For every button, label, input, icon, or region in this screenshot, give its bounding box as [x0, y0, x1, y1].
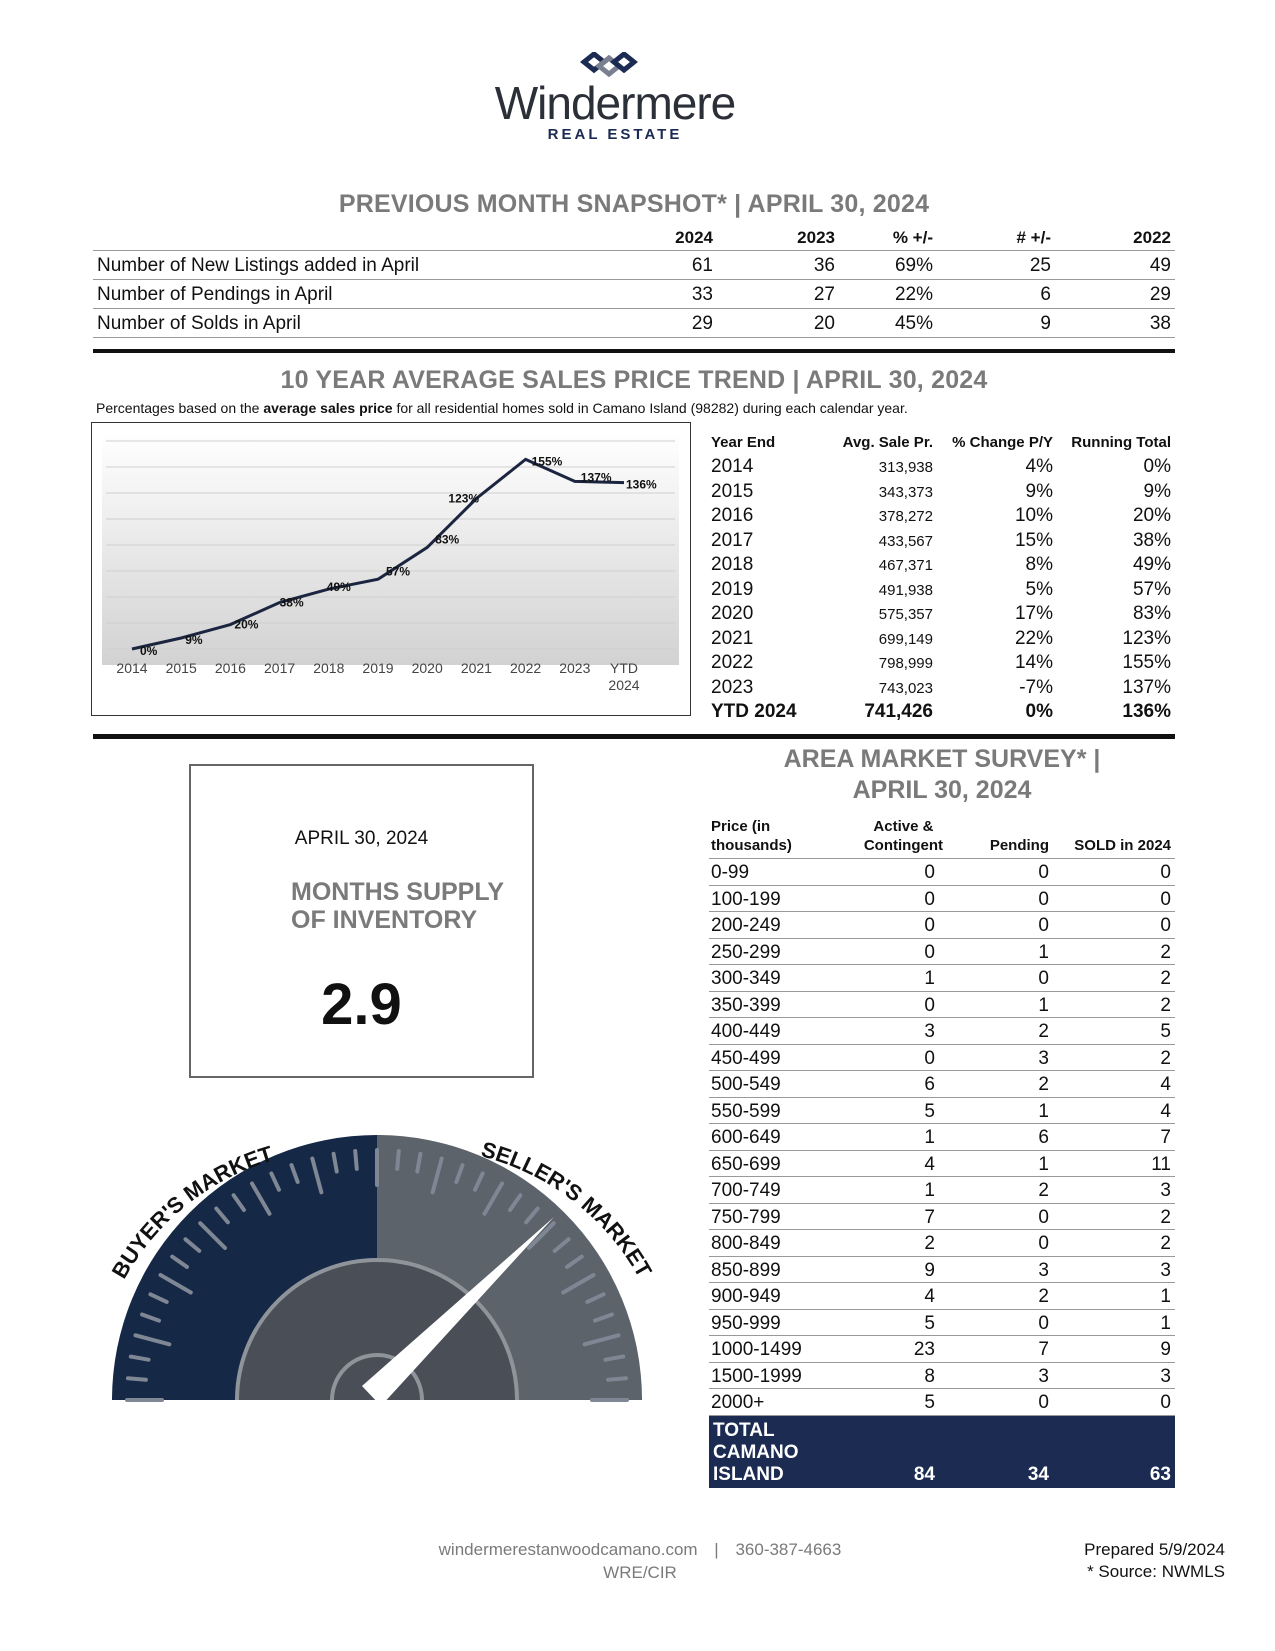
trend-row [709, 454, 1175, 479]
total-label: TOTAL [713, 1419, 775, 1441]
survey-row [709, 1230, 1175, 1257]
survey-cell: 3 [1160, 1365, 1171, 1387]
survey-price-range: 300-349 [711, 968, 781, 989]
survey-cell: 2 [1038, 1021, 1049, 1042]
trend-cell: 343,373 [878, 483, 933, 501]
trend-cell: 5% [1025, 578, 1053, 600]
snapshot-header: 2024 [675, 228, 713, 247]
survey-cell: 3 [1038, 1259, 1049, 1281]
snapshot-cell: 20 [813, 313, 835, 334]
survey-cell: 1 [1038, 994, 1049, 1016]
snapshot-cell: 25 [1029, 255, 1051, 276]
survey-cell: 1 [1038, 1100, 1049, 1122]
trend-header: Year End [711, 434, 776, 451]
snapshot-row-label: Number of New Listings added in April [97, 255, 420, 276]
trend-row [709, 675, 1175, 700]
survey-cell: 0 [924, 888, 935, 910]
trend-cell: 155% [1122, 652, 1171, 673]
snapshot-cell: 38 [1149, 313, 1171, 334]
trend-cell: 0% [1143, 456, 1171, 477]
survey-cell: 3 [1038, 1365, 1049, 1387]
survey-title: AREA MARKET SURVEY* | [783, 745, 1101, 773]
trend-cell: 741,426 [864, 701, 933, 722]
trend-note-text: for all residential homes sold in Camano Island (98282) during each calendar year. [392, 400, 908, 416]
trend-row [709, 601, 1175, 626]
trend-note-bold: average sales price [263, 400, 393, 416]
survey-cell: 3 [924, 1021, 935, 1042]
survey-header-text: Price (in [711, 818, 771, 835]
survey-price-range: 400-449 [711, 1021, 781, 1042]
trend-header: % Change P/Y [952, 434, 1053, 451]
survey-price-range: 800-849 [711, 1233, 781, 1254]
snapshot-cell: 45% [894, 313, 933, 334]
survey-row [709, 1363, 1175, 1390]
survey-cell: 0 [1160, 915, 1171, 936]
gauge-tick [608, 1378, 626, 1380]
price-trend-chart [92, 423, 689, 714]
sellers-market-text: SELLER'S MARKET [478, 1136, 657, 1282]
trend-cell: 798,999 [878, 655, 933, 672]
trend-year: 2015 [711, 480, 754, 502]
survey-header-text: Contingent [863, 837, 943, 854]
trend-cell: 49% [1132, 554, 1171, 575]
survey-price-range: 600-649 [711, 1127, 781, 1148]
chart-plot-area [102, 433, 679, 665]
trend-year: 2018 [711, 554, 754, 575]
chart-x-tick-label: 2023 [559, 660, 591, 676]
survey-cell: 2 [1160, 941, 1171, 963]
divider [93, 349, 1175, 353]
survey-row [709, 1124, 1175, 1151]
chart-data-label: 123% [448, 491, 480, 506]
survey-cell: 1 [1160, 1286, 1171, 1307]
snapshot-row [93, 309, 1175, 338]
footer-contact [380, 1540, 900, 1560]
survey-row [709, 1389, 1175, 1416]
survey-row [709, 1071, 1175, 1098]
trend-year: 2016 [711, 505, 754, 526]
survey-cell: 0 [924, 941, 935, 963]
survey-price-range: 850-899 [711, 1259, 781, 1281]
trend-cell: 0% [1025, 701, 1053, 722]
chart-data-label: 49% [326, 580, 351, 595]
survey-cell: 0 [1038, 1312, 1049, 1334]
snapshot-header: % +/- [892, 228, 933, 247]
footer-source: * Source: NWMLS [1087, 1562, 1225, 1581]
trend-row [709, 552, 1175, 577]
survey-cell: 8 [924, 1365, 935, 1387]
survey-row [709, 912, 1175, 939]
survey-price-range: 950-999 [711, 1312, 781, 1334]
survey-cell: 1 [1160, 1312, 1171, 1334]
survey-header-text: thousands) [711, 837, 792, 854]
trend-cell: 123% [1122, 627, 1171, 649]
trend-year: 2021 [711, 627, 754, 649]
chart-x-tick-label: 2018 [313, 660, 345, 676]
survey-cell: 1 [1038, 941, 1049, 963]
survey-price-range: 450-499 [711, 1047, 781, 1069]
market-gauge [100, 1120, 660, 1410]
survey-cell: 0 [1160, 888, 1171, 910]
survey-header-active [864, 817, 943, 855]
snapshot-cell: 33 [691, 284, 713, 305]
footer-phone[interactable]: 360-387-4663 [735, 1540, 842, 1559]
gauge-tick [397, 1151, 399, 1169]
survey-table [709, 818, 1175, 1488]
inventory-label: OF INVENTORY [291, 906, 478, 934]
survey-cell: 2 [1038, 1180, 1049, 1201]
trend-title: 10 YEAR AVERAGE SALES PRICE TREND | APRIL 30, 2024 [280, 366, 988, 394]
survey-header-sold: SOLD in 2024 [1074, 837, 1171, 854]
trend-cell: 10% [1014, 505, 1053, 526]
survey-price-range: 350-399 [711, 994, 781, 1016]
survey-cell: 2 [1160, 1233, 1171, 1254]
survey-header-text: Active & [873, 818, 934, 835]
trend-cell: 8% [1025, 554, 1053, 575]
survey-cell: 7 [1038, 1339, 1049, 1360]
chart-data-label: 38% [279, 595, 304, 610]
survey-header-pending: Pending [989, 837, 1049, 854]
chart-x-tick-label: 2021 [460, 660, 492, 676]
survey-cell: 0 [1038, 862, 1049, 883]
survey-cell: 2 [924, 1233, 935, 1254]
survey-cell: 5 [924, 1100, 935, 1122]
snapshot-row-label: Number of Pendings in April [97, 284, 333, 305]
survey-row [709, 1151, 1175, 1178]
snapshot-row [93, 280, 1175, 309]
survey-row [709, 1310, 1175, 1337]
trend-cell: 22% [1014, 627, 1053, 649]
survey-cell: 11 [1151, 1153, 1171, 1175]
inventory-value: 2.9 [321, 972, 402, 1037]
survey-cell: 0 [1038, 915, 1049, 936]
survey-cell: 0 [1038, 1233, 1049, 1254]
snapshot-cell: 27 [813, 284, 835, 305]
trend-cell: 575,357 [878, 606, 933, 623]
survey-cell: 9 [1160, 1339, 1171, 1360]
trend-cell: 467,371 [878, 557, 933, 574]
trend-row [709, 528, 1175, 553]
survey-price-range: 500-549 [711, 1074, 781, 1095]
snapshot-row [93, 251, 1175, 280]
survey-price-range: 900-949 [711, 1286, 781, 1307]
chart-data-label: 155% [531, 454, 563, 469]
snapshot-cell: 49 [1149, 255, 1171, 276]
survey-cell: 0 [1038, 968, 1049, 989]
survey-price-range: 700-749 [711, 1180, 781, 1201]
trend-cell: 4% [1025, 456, 1053, 477]
chart-x-tick-label: 2022 [510, 660, 542, 676]
survey-price-range: 550-599 [711, 1100, 781, 1122]
brand-subtitle: REAL ESTATE [547, 126, 683, 143]
total-pending: 34 [1027, 1463, 1049, 1485]
survey-cell: 0 [1038, 1206, 1049, 1228]
trend-cell: 433,567 [878, 532, 933, 550]
survey-row [709, 1283, 1175, 1310]
trend-cell: 17% [1014, 603, 1053, 624]
snapshot-row-label: Number of Solds in April [97, 313, 301, 334]
survey-cell: 3 [1160, 1180, 1171, 1201]
survey-price-range: 650-699 [711, 1153, 781, 1175]
survey-cell: 4 [924, 1153, 935, 1175]
chart-data-label: 57% [386, 564, 411, 579]
survey-cell: 3 [1160, 1259, 1171, 1281]
survey-cell: 7 [924, 1206, 935, 1228]
survey-cell: 0 [1038, 888, 1049, 910]
trend-row [709, 699, 1175, 724]
trend-year: YTD 2024 [711, 701, 797, 722]
trend-cell: 491,938 [878, 581, 933, 599]
trend-row [709, 479, 1175, 504]
survey-row [709, 1257, 1175, 1284]
trend-year: 2017 [711, 529, 754, 551]
survey-cell: 5 [924, 1392, 935, 1413]
survey-cell: 5 [924, 1312, 935, 1334]
snapshot-cell: 29 [691, 313, 713, 334]
inventory-date: APRIL 30, 2024 [294, 828, 429, 849]
inventory-box [189, 764, 534, 1078]
survey-price-range: 200-249 [711, 915, 781, 936]
survey-price-range: 0-99 [711, 862, 750, 883]
snapshot-cell: 6 [1040, 284, 1051, 305]
survey-cell: 2 [1160, 968, 1171, 989]
trend-cell: 699,149 [878, 630, 933, 648]
snapshot-cell: 61 [691, 255, 713, 276]
survey-price-range: 750-799 [711, 1206, 781, 1228]
survey-cell: 1 [924, 1180, 935, 1201]
footer-website[interactable]: windermerestanwoodcamano.com [438, 1540, 698, 1559]
total-label: CAMANO [713, 1441, 799, 1463]
chart-x-tick-label: 2024 [608, 677, 640, 693]
trend-cell: -7% [1019, 676, 1053, 698]
chart-x-tick-label: 2017 [264, 660, 296, 676]
survey-cell: 2 [1038, 1074, 1049, 1095]
survey-cell: 4 [924, 1286, 935, 1307]
survey-cell: 0 [1160, 1392, 1171, 1413]
snapshot-cell: 36 [813, 255, 835, 276]
chart-x-tick-label: 2019 [362, 660, 394, 676]
trend-year: 2023 [711, 676, 754, 698]
trend-cell: 137% [1122, 676, 1171, 698]
trend-cell: 136% [1122, 701, 1171, 722]
survey-row [709, 1098, 1175, 1125]
divider [93, 734, 1175, 739]
chart-x-tick-label: 2014 [116, 660, 148, 676]
survey-row [709, 1045, 1175, 1072]
survey-price-range: 100-199 [711, 888, 781, 910]
survey-cell: 23 [913, 1339, 935, 1360]
chart-data-label: 0% [140, 644, 158, 658]
snapshot-header: 2022 [1133, 228, 1171, 247]
trend-year: 2022 [711, 652, 754, 673]
chart-frame [91, 422, 691, 716]
chart-data-label: 83% [435, 532, 460, 547]
gauge-tick [128, 1378, 146, 1380]
survey-cell: 2 [1038, 1286, 1049, 1307]
survey-title: APRIL 30, 2024 [852, 776, 1032, 804]
chart-x-tick-label: 2020 [411, 660, 443, 676]
chart-x-tick-label: YTD [610, 660, 638, 676]
chart-data-label: 9% [185, 632, 203, 647]
snapshot-cell: 9 [1040, 313, 1051, 334]
trend-cell: 313,938 [878, 459, 933, 476]
trend-note [96, 400, 908, 416]
survey-cell: 0 [924, 915, 935, 936]
trend-header: Running Total [1071, 434, 1171, 451]
survey-header-price [711, 817, 792, 855]
snapshot-header-row [93, 224, 1175, 251]
survey-row [709, 1336, 1175, 1363]
survey-cell: 1 [1038, 1153, 1049, 1175]
footer-separator: | [714, 1540, 719, 1559]
survey-row [709, 1177, 1175, 1204]
trend-header-row [709, 432, 1175, 454]
footer-code: WRE/CIR [603, 1563, 677, 1582]
trend-cell: 14% [1014, 652, 1053, 673]
trend-table [709, 432, 1175, 724]
survey-cell: 0 [924, 1047, 935, 1069]
survey-row [709, 886, 1175, 913]
survey-cell: 1 [924, 1127, 935, 1148]
chart-x-tick-label: 2015 [165, 660, 197, 676]
snapshot-title: PREVIOUS MONTH SNAPSHOT* | APRIL 30, 2024 [338, 190, 930, 218]
trend-cell: 9% [1025, 480, 1053, 502]
survey-cell: 7 [1160, 1127, 1171, 1148]
trend-row [709, 577, 1175, 602]
survey-price-range: 1500-1999 [711, 1365, 802, 1387]
trend-row [709, 503, 1175, 528]
survey-cell: 2 [1160, 994, 1171, 1016]
total-sold: 63 [1149, 1463, 1171, 1485]
snapshot-cell: 29 [1149, 284, 1171, 305]
trend-header: Avg. Sale Pr. [842, 434, 933, 451]
trend-cell: 378,272 [878, 508, 933, 525]
trend-row [709, 650, 1175, 675]
survey-row [709, 1204, 1175, 1231]
brand-name: Windermere [494, 77, 736, 129]
survey-cell: 4 [1160, 1100, 1171, 1122]
survey-cell: 0 [924, 862, 935, 883]
survey-cell: 6 [1038, 1127, 1049, 1148]
survey-cell: 6 [924, 1074, 935, 1095]
survey-row [709, 992, 1175, 1019]
buyers-market-text: BUYER'S MARKET [106, 1140, 276, 1283]
survey-cell: 0 [1038, 1392, 1049, 1413]
survey-cell: 5 [1160, 1021, 1171, 1042]
survey-row [709, 1018, 1175, 1045]
trend-cell: 743,023 [878, 679, 933, 697]
survey-row [709, 859, 1175, 886]
survey-price-range: 1000-1499 [711, 1339, 802, 1360]
trend-cell: 15% [1014, 529, 1053, 551]
survey-header-row [709, 818, 1175, 859]
trend-cell: 20% [1132, 505, 1171, 526]
snapshot-header: 2023 [797, 228, 835, 247]
inventory-label: MONTHS SUPPLY [291, 878, 505, 906]
trend-cell: 38% [1132, 529, 1171, 551]
total-label: ISLAND [713, 1463, 784, 1485]
total-active: 84 [913, 1463, 935, 1485]
survey-cell: 2 [1160, 1206, 1171, 1228]
survey-cell: 0 [924, 994, 935, 1016]
trend-year: 2020 [711, 603, 754, 624]
trend-year: 2019 [711, 578, 754, 600]
chart-data-label: 136% [626, 477, 657, 492]
snapshot-cell: 69% [894, 255, 933, 276]
survey-cell: 0 [1160, 862, 1171, 883]
survey-cell: 1 [924, 968, 935, 989]
trend-cell: 57% [1132, 578, 1171, 600]
trend-row [709, 626, 1175, 651]
snapshot-header: # +/- [1016, 228, 1051, 247]
trend-year: 2014 [711, 456, 754, 477]
survey-row [709, 939, 1175, 966]
trend-cell: 9% [1143, 480, 1171, 502]
survey-cell: 4 [1160, 1074, 1171, 1095]
trend-note-text: Percentages based on the [96, 400, 264, 416]
chart-data-label: 20% [234, 617, 259, 632]
snapshot-cell: 22% [894, 284, 933, 305]
survey-row [709, 965, 1175, 992]
chart-data-label: 137% [580, 470, 612, 485]
survey-price-range: 250-299 [711, 941, 781, 963]
survey-price-range: 2000+ [711, 1392, 765, 1413]
survey-cell: 9 [924, 1259, 935, 1281]
survey-total-row [709, 1416, 1175, 1488]
chart-x-tick-label: 2016 [214, 660, 246, 676]
footer-prepared: Prepared 5/9/2024 [1084, 1540, 1225, 1559]
survey-cell: 2 [1160, 1047, 1171, 1069]
trend-cell: 83% [1132, 603, 1171, 624]
survey-cell: 3 [1038, 1047, 1049, 1069]
snapshot-table [93, 224, 1175, 338]
gauge-tick [355, 1151, 357, 1169]
